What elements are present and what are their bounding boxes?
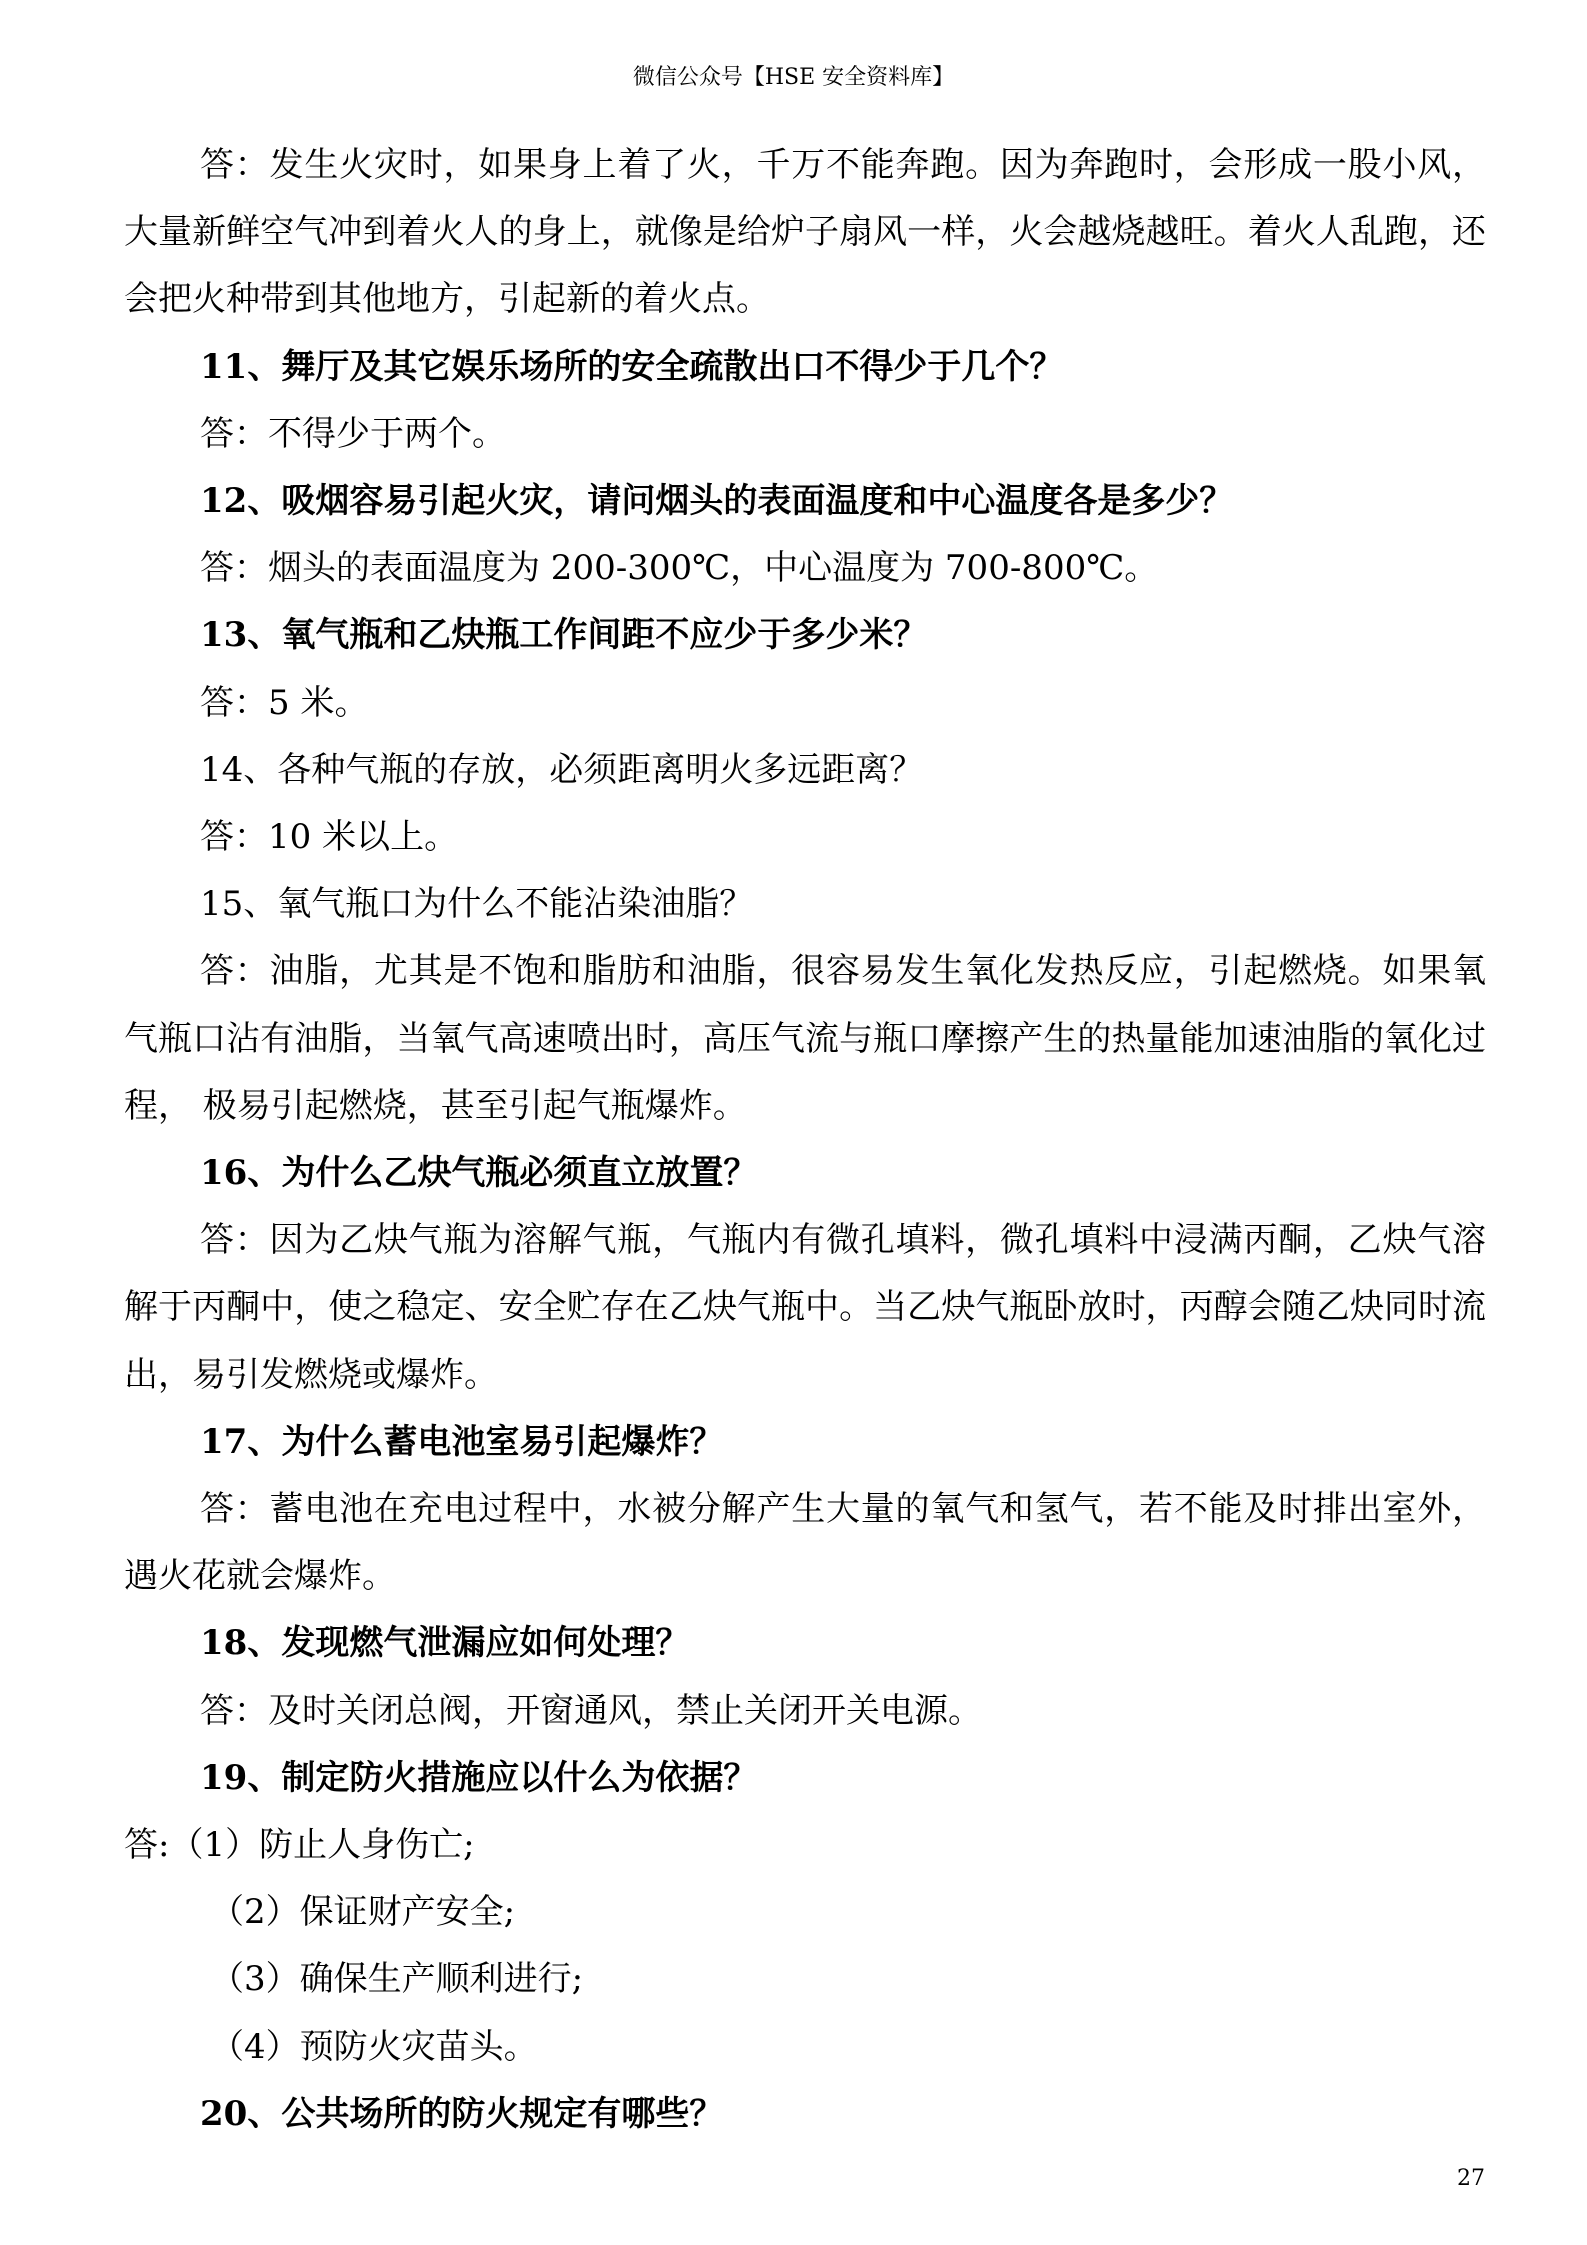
answer-12: 答：烟头的表面温度为 200-300℃，中心温度为 700-800℃。 — [200, 548, 1159, 589]
question-16: 16、为什么乙炔气瓶必须直立放置？ — [200, 1153, 758, 1194]
answer-14: 答：10 米以上。 — [200, 817, 459, 858]
answer-19-item-2: （2）保证财产安全; — [210, 1892, 516, 1933]
answer-paragraph: 答：发生火灾时，如果身上着了火，千万不能奔跑。因为奔跑时，会形成一股小风，大量新鲜空气冲到着火人的身上，就像是给炉子扇风一样，火会越烧越旺。着火人乱跑，还会把火种带到其他地方，引起新的着火点。 — [124, 145, 1486, 320]
question-17: 17、为什么蓄电池室易引起爆炸？ — [200, 1421, 724, 1462]
page-header: 微信公众号【HSE 安全资料库】 — [632, 65, 955, 90]
question-11: 11、舞厅及其它娱乐场所的安全疏散出口不得少于几个？ — [200, 346, 1064, 387]
answer-19-item-3: （3）确保生产顺利进行; — [210, 1959, 584, 2000]
question-14: 14、各种气瓶的存放，必须距离明火多远距离？ — [200, 749, 924, 790]
answer-17: 答：蓄电池在充电过程中，水被分解产生大量的氧气和氢气，若不能及时排出室外，遇火花就会爆炸。 — [124, 1489, 1486, 1597]
answer-16: 答：因为乙炔气瓶为溶解气瓶，气瓶内有微孔填料，微孔填料中浸满丙酮，乙炔气溶解于丙酮中，使之稳定、安全贮存在乙炔气瓶中。当乙炔气瓶卧放时，丙醇会随乙炔同时流出，易引发燃烧或爆炸。 — [124, 1220, 1486, 1395]
question-13: 13、氧气瓶和乙炔瓶工作间距不应少于多少米？ — [200, 615, 928, 656]
question-20: 20、公共场所的防火规定有哪些？ — [200, 2093, 724, 2134]
page-content — [124, 132, 1486, 2148]
answer-19-item-4: （4）预防火灾苗头。 — [210, 2026, 538, 2067]
answer-18: 答：及时关闭总阀，开窗通风，禁止关闭开关电源。 — [200, 1690, 982, 1731]
question-15: 15、氧气瓶口为什么不能沾染油脂？ — [200, 884, 754, 925]
question-12: 12、吸烟容易引起火灾，请问烟头的表面温度和中心温度各是多少？ — [200, 481, 1234, 522]
answer-13: 答：5 米。 — [200, 682, 369, 723]
question-19: 19、制定防火措施应以什么为依据？ — [200, 1757, 758, 1798]
answer-11: 答：不得少于两个。 — [200, 413, 506, 454]
page-number: 27 — [1457, 2166, 1485, 2191]
answer-19-item-1: 答:（1）防止人身伤亡; — [124, 1825, 475, 1866]
answer-15: 答：油脂，尤其是不饱和脂肪和油脂，很容易发生氧化发热反应，引起燃烧。如果氧气瓶口沾有油脂，当氧气高速喷出时，高压气流与瓶口摩擦产生的热量能加速油脂的氧化过程， 极易引起燃烧，甚至引起气瓶爆炸。 — [124, 951, 1486, 1126]
question-18: 18、发现燃气泄漏应如何处理？ — [200, 1623, 690, 1664]
